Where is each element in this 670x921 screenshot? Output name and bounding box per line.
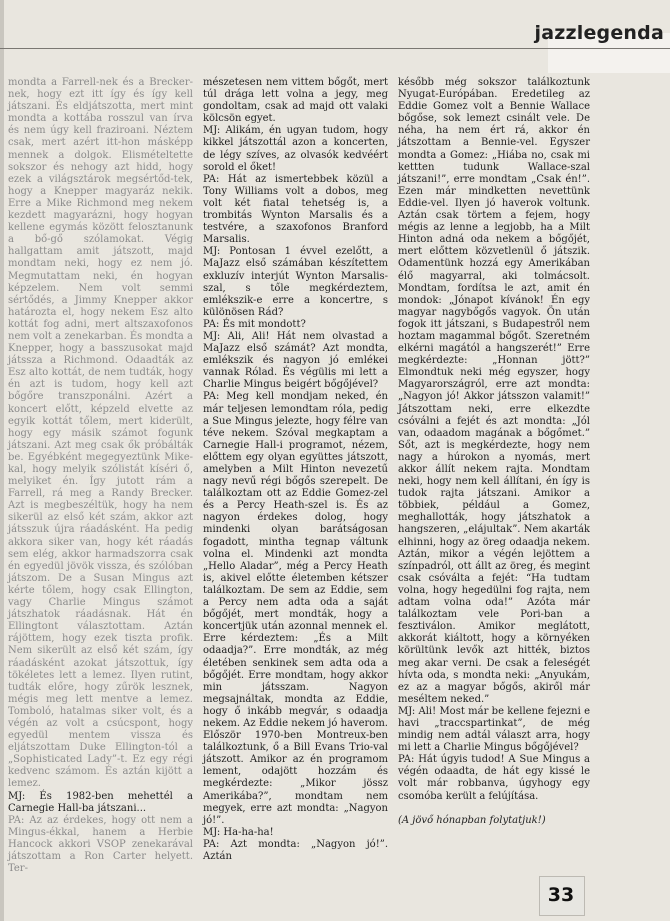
page-spine-shadow — [0, 0, 4, 921]
paragraph: PA: Meg kell mondjam neked, én már teljesen lemondtam róla, pedig a Sue Mingus jelezte, hogy félre van téve nekem. Szóval megkaptam a Carnegie Hall-i programot, nézem, előttem egy olyan együttes játszott, amelyben a Milt Hinton nevezetű nagy nevű régi bőgős szerepelt. De találkoztam ott az Eddie Gomez-zel és a Percy Heath-szel is. És az nagyon érdekes dolog, hogy mindenki olyan barátságosan fogadott, mintha tegnap váltunk volna el. Mindenki azt mondta „Hello Aladar”, még a Percy Heath is, akivel előtte életemben kétszer találkoztam. De sem az Eddie, sem a Percy nem adta oda a saját bőgőjét, mert mondták, hogy a koncertjük után azonnal mennek el. Erre kérdeztem: „És a Milt odaadja?”. Erre mondták, az még életében senkinek sem adta oda a bőgőjét. Erre mondtam, hogy akkor min játsszam. Nagyon megsajnáltak, mondta az Eddie, hogy ő inkább megvár, s odaadja nekem. Az Eddie nekem jó haverom. Először 1970-ben Montreux-ben találkoztunk, ő a Bill Evans Trio-val játszott. Amikor az én programom lement, odajött hozzám és megkérdezte: „Mikor jössz Amerikába?”, mondtam nem megyek, erre azt mondta: „Nagyon jó!”. — [203, 391, 388, 826]
paragraph: PA: Hát úgyis tudod! A Sue Mingus a végén odaadta, de hát egy kissé le volt már robbanva, úgyhogy egy csomóba került a felújítása. — [398, 754, 590, 802]
page-number: 33 — [547, 884, 575, 906]
header-rule — [0, 48, 670, 49]
paragraph: MJ: Ali, Ali! Hát nem olvastad a MaJazz első számát? Azt mondta, emlékszik és nagyon jó emlékei vannak Rólad. És végülis mi lett a Charlie Mingus beigért bőgőjével? — [203, 330, 388, 391]
column-2 — [203, 77, 388, 863]
paragraph: mondta a Farrell-nek és a Brecker-nek, hogy ezt itt így és így kell játszani. És eldjátszotta, mert mint mondta a kottába rosszul van írva és nem úgy kell fraziroani. Néztem csak, mert azért itt-hon másképp mennek a dolgok. Elismételtette sokszor és nehogy azt hidd, hogy ezek a világsztárok megsértőd-tek, hogy a Knepper magyaráz nekik. Erre a Mike Richmond meg nekem kezdett magyarázni, hogy hogyan kellene egymás között felosztanunk a bő-gő szólamokat. Végig hallgattam amit játszott, majd mondtam neki, hogy ez nem jó. Megmutattam neki, én hogyan képzelem. Nem volt semmi sértődés, a Jimmy Knepper akkor határozta el, hogy nekem Esz alto kottát fog adni, mert altszaxofonos nem volt a zenekarban. És mondta a Knepper, hogy a basszusokat majd játssza a Richmond. Odaadták az Esz alto kottát, de nem tudták, hogy én azt is tudom, hogy kell azt bőgőre transzponálni. Azért a koncert előtt, képzeld elvette az egyik kottát tőlem, mert kiderült, hogy egy másik számot fogunk játszani. Azt meg csak ők próbálták be. Egyébként megegyeztünk Mike-kal, hogy melyik szólistát kíséri ő, melyiket én. Így jutott rám a Farrell, rá meg a Randy Brecker. Azt is megbeszéltük, hogy ha nem sikerül az első két szám, akkor azt játsszuk újra ráadásként. Ha pedig akkora siker van, hogy két ráadás sem elég, akkor harmadszorra csak én egyedül jövök vissza, és szólóban játszom. De a Susan Mingus azt kérte tőlem, hogy csak Ellington, vagy Charlie Mingus számot játszhatok ráadásnak. Hát én Ellingtont választottam. Aztán rájöttem, hogy ezek tiszta profik. Nem sikerült az első két szám, így ráadásként azokat játszottuk, így tökéletes lett a lemez. Ilyen rutint, tudták előre, hogy zűrök lesznek, mégis meg lett mentve a lemez. Tomboló, hatalmas siker volt, és a végén az volt a csúcspont, hogy egyedül mentem vissza és eljátszottam Duke Ellington-tól a „Sophisticated Lady”-t. Ez egy régi kedvenc számom. És aztán kijött a lemez. — [8, 77, 193, 790]
paragraph: MJ: És 1982-ben mehettél a Carnegie Hall-ba játszani... — [8, 790, 193, 814]
section-title: jazzlegenda — [534, 22, 664, 44]
paragraph: MJ: Alikám, én ugyan tudom, hogy kikkel játszottál azon a koncerten, de légy szíves, az olvasók kedvéért sorold el őket! — [203, 125, 388, 173]
paragraph: mészetesen nem vittem bőgőt, mert túl drága lett volna a jegy, meg gondoltam, csak ad majd ott valaki kölcsön egyet. — [203, 77, 388, 125]
paragraph: MJ: Ha-ha-ha! — [203, 826, 274, 838]
column-3 — [398, 77, 590, 827]
paragraph: MJ: Ali! Most már be kellene fejezni e havi „traccspartinkat”, de még mindig nem adtál választ arra, hogy mi lett a Charlie Mingus bőgőjével? — [398, 705, 590, 754]
to-be-continued-note: (A jövő hónapban folytatjuk!) — [398, 814, 546, 826]
paragraph: PA: Hát az ismertebbek közül a Tony Williams volt a dobos, meg volt két fiatal tehetség is, a trombitás Wynton Marsalis és a testvére, a szaxofonos Branford Marsalis. — [203, 173, 388, 246]
paragraph: PA: Azt mondta: „Nagyon jó!”. Aztán — [203, 838, 388, 862]
paragraph: PA: És mit mondott? — [203, 318, 306, 330]
paragraph: később még sokszor találkoztunk Nyugat-Európában. Eredetileg az Eddie Gomez volt a Bennie Wallace bőgőse, sok lemezt csinált vele. De néha, ha nem ért rá, akkor én játszottam a Bennie-vel. Egyszer mondta a Gomez: „Hiába no, csak mi kettten tudunk Wallace-szal játszani!”, erre mondtam „Csak én!”. Ezen már mindketten nevettünk Eddie-vel. Ilyen jó haverok voltunk. Aztán csak törtem a fejem, hogy mégis az lenne a legjobb, ha a Milt Hinton adná oda nekem a bőgőjét, mert előttem közvetlenül ő játszik. Odamentünk hozzá egy Amerikában élő magyarral, aki tolmácsolt. Mondtam, fordítsa le azt, amit én mondok: „Jónapot kívánok! Én egy magyar nagybőgős vagyok. Ön után fogok itt játszani, s Budapestről nem hoztam magammal bőgőt. Szeretném elkérni magától a hangszerét!” Erre megkérdezte: „Honnan jött?” Elmondtuk neki még egyszer, hogy Magyarországról, erre azt mondta: „Nagyon jó! Akkor játsszon valamit!” Játszottam neki, erre elkezdte csóválni a fejét és azt mondta: „Jól van, odaadom magának a bőgőmet.” Sőt, azt is megkérdezte, hogy nem nagy a húrokon a nyomás, mert akkor állít nekem rajta. Mondtam neki, hogy nem kell állítani, én így is tudok rajta játszani. Amikor a többiek, például a Gomez, meghallották, hogy játszhatok a hangszeren, „elájultak”. Nem akarták elhinni, hogy az öreg odaadja nekem. Aztán, mikor a végén lejöttem a színpadról, ott állt az öreg, és megint csak csóválta a fejét: “Ha tudtam volna, hogy hegedülni fog rajta, nem adtam volna oda!” Azóta már találkoztam vele Pori-ban a fesztiválon. Amikor meglátott, akkorát kiáltott, hogy a környéken körültünk levők azt hitték, biztos meg akar verni. De csak a feleségét hívta oda, s mondta neki: „Anyukám, ez az a magyar bőgős, akiről már meséltem neked.” — [398, 77, 590, 705]
paragraph: PA: Az az érdekes, hogy ott nem a Mingus-ékkal, hanem a Herbie Hancock akkori VSOP zenekarával játszottam a Ron Carter helyett. Ter- — [8, 814, 193, 875]
column-1 — [8, 77, 193, 875]
paragraph: MJ: Pontosan 1 évvel ezelőtt, a MaJazz első számában készítettem exkluzív interjút Wynton Marsalis-szal, s tőle megkérdeztem, emlékszik-e erre a koncertre, s különösen Rád? — [203, 246, 388, 318]
